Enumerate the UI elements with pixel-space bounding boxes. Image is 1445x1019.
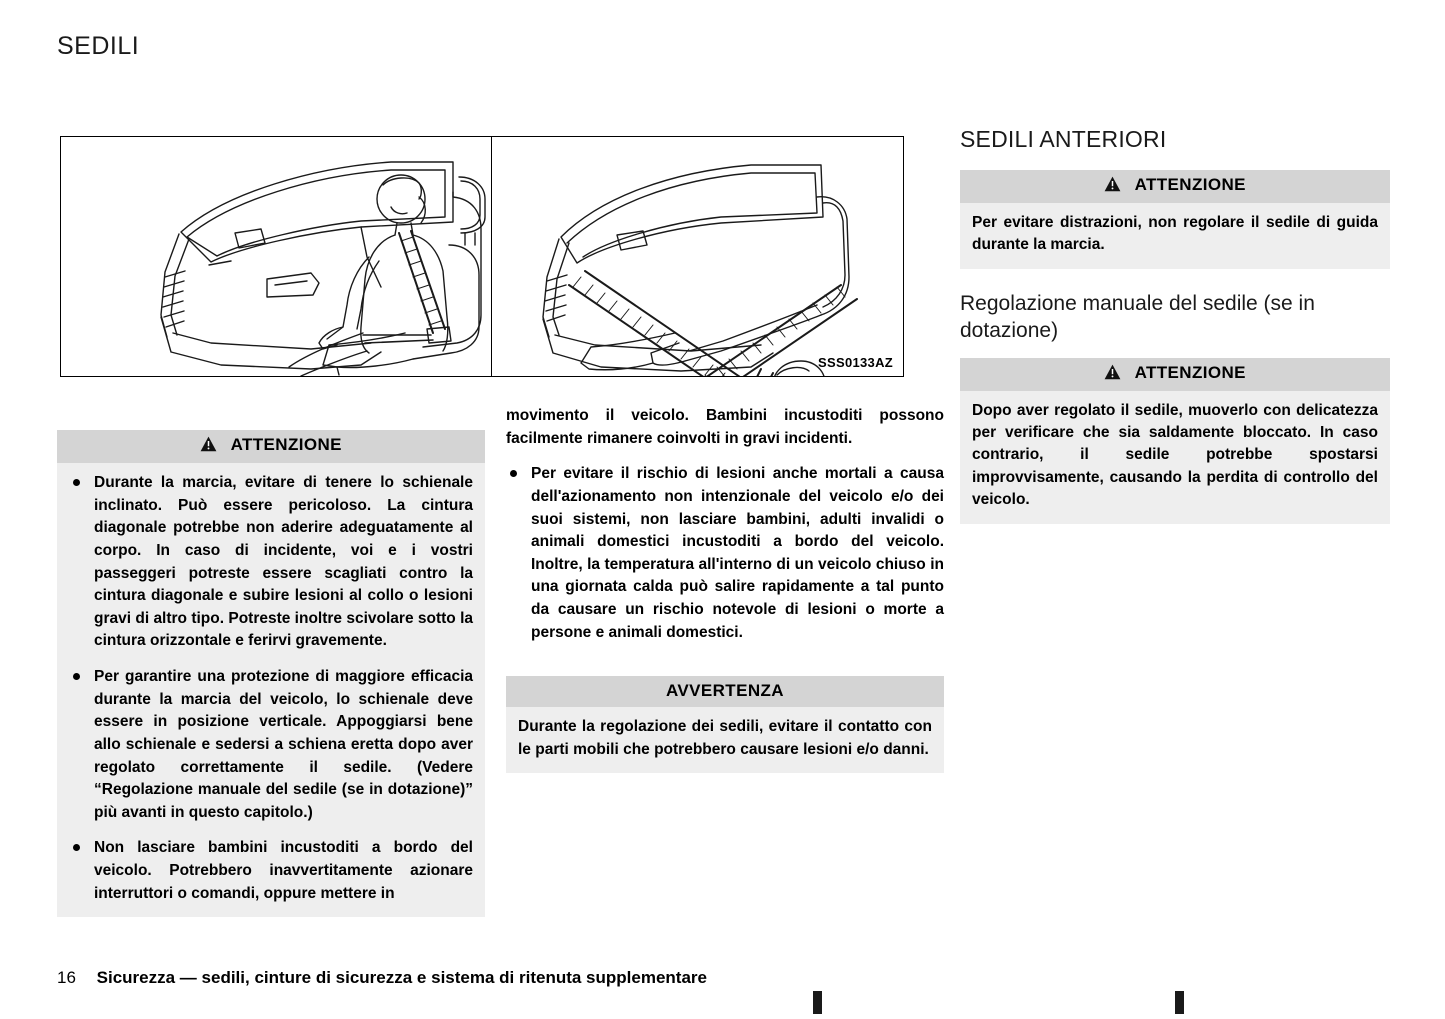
bullet-icon — [510, 470, 517, 477]
attention-banner-1-label: ATTENZIONE — [230, 435, 342, 454]
notice-banner-label: AVVERTENZA — [506, 676, 944, 707]
list-item — [69, 837, 473, 905]
list-item — [69, 472, 473, 653]
footer-text: Sicurezza — sedili, cinture di sicurezza e sistema di ritenuta supplementare — [96, 968, 707, 987]
attention-banner-3-label: ATTENZIONE — [1134, 362, 1246, 382]
attention-list-2 — [506, 463, 944, 644]
warning-triangle-icon — [1104, 176, 1121, 197]
notice-block — [506, 676, 944, 773]
attention-banner-2 — [960, 170, 1390, 203]
bullet-icon — [73, 844, 80, 851]
attention-block-3 — [960, 358, 1390, 524]
attention-banner-3 — [960, 358, 1390, 391]
list-item-text: Per garantire una protezione di maggiore efficacia durante la marcia del veicolo, lo schienale deve essere in posizione verticale. Appoggiarsi bene allo schienale e sedersi a schiena eretta dopo aver regolato correttamente il sedile. (Vedere “Regolazione manuale del sedile (se in dotazione)” più avanti in questo capitolo.) — [94, 668, 473, 821]
print-mark-right — [1175, 991, 1184, 1014]
bullet-icon — [73, 479, 80, 486]
list-item-text: Per evitare il rischio di lesioni anche mortali a causa dell'azionamento non intenzionale del veicolo e/o dei suoi sistemi, non lasciare bambini, adulti invalidi o animali domestici incustoditi a bordo del veicolo. Inoltre, la temperatura all'interno di un veicolo chiuso in una giornata calda può salire rapidamente a tal punto da causare un rischio notevole di lesioni o morte a persone e animali domestici. — [531, 465, 944, 641]
attention-body-3: Dopo aver regolato il sedile, muoverlo con delicatezza per verificare che sia saldamente bloccato. In caso contrario, il sedile potrebbe spostarsi improvvisamente, causando la perdita di controllo del veicolo. — [960, 391, 1390, 524]
subsection-title-manual-adjust: Regolazione manuale del sedile (se in dotazione) — [960, 291, 1315, 343]
bullet-icon — [73, 673, 80, 680]
print-mark-left — [813, 991, 822, 1014]
column-right — [960, 126, 1390, 524]
attention-body-2: Per evitare distrazioni, non regolare il sedile di guida durante la marcia. — [960, 203, 1390, 269]
continued-warning-text — [506, 405, 944, 644]
page-title: SEDILI — [57, 32, 140, 60]
warning-triangle-icon — [200, 436, 217, 457]
attention-banner-1 — [57, 430, 485, 463]
attention-banner-2-label: ATTENZIONE — [1134, 175, 1246, 194]
attention-list-1 — [69, 472, 473, 905]
section-title-front-seats: SEDILI ANTERIORI — [960, 126, 1167, 152]
continued-paragraph: movimento il veicolo. Bambini incustoditi possono facilmente rimanere coinvolti in gravi incidenti. — [506, 407, 944, 447]
figure-divider — [491, 137, 492, 376]
column-left — [57, 430, 485, 917]
figure-code: SSS0133AZ — [818, 355, 893, 370]
list-item-text: Durante la marcia, evitare di tenere lo schienale inclinato. Può essere pericoloso. La cintura diagonale potrebbe non aderire adeguatamente al corpo. In caso di incidente, voi e i vostri passeggeri potreste essere scagliati contro la cintura diagonale e subire lesioni al collo o lesioni gravi di altro tipo. Potreste inoltre scivolare sotto la cintura orizzontale e ferirvi gravemente. — [94, 474, 473, 650]
list-item-text: Non lasciare bambini incustoditi a bordo del veicolo. Potrebbero inavvertitamente azionare interruttori o comandi, oppure mettere in — [94, 839, 473, 902]
list-item — [69, 666, 473, 824]
page-footer — [57, 968, 707, 988]
illustration-figure — [60, 136, 904, 377]
notice-body: Durante la regolazione dei sedili, evitare il contatto con le parti mobili che potrebbero causare lesioni e/o danni. — [506, 707, 944, 773]
warning-triangle-icon — [1104, 364, 1121, 385]
list-item — [506, 463, 944, 644]
attention-body-1 — [57, 463, 485, 917]
seating-illustrations — [61, 137, 903, 376]
attention-block-2 — [960, 170, 1390, 269]
column-middle — [506, 405, 944, 773]
page-number: 16 — [57, 968, 76, 987]
